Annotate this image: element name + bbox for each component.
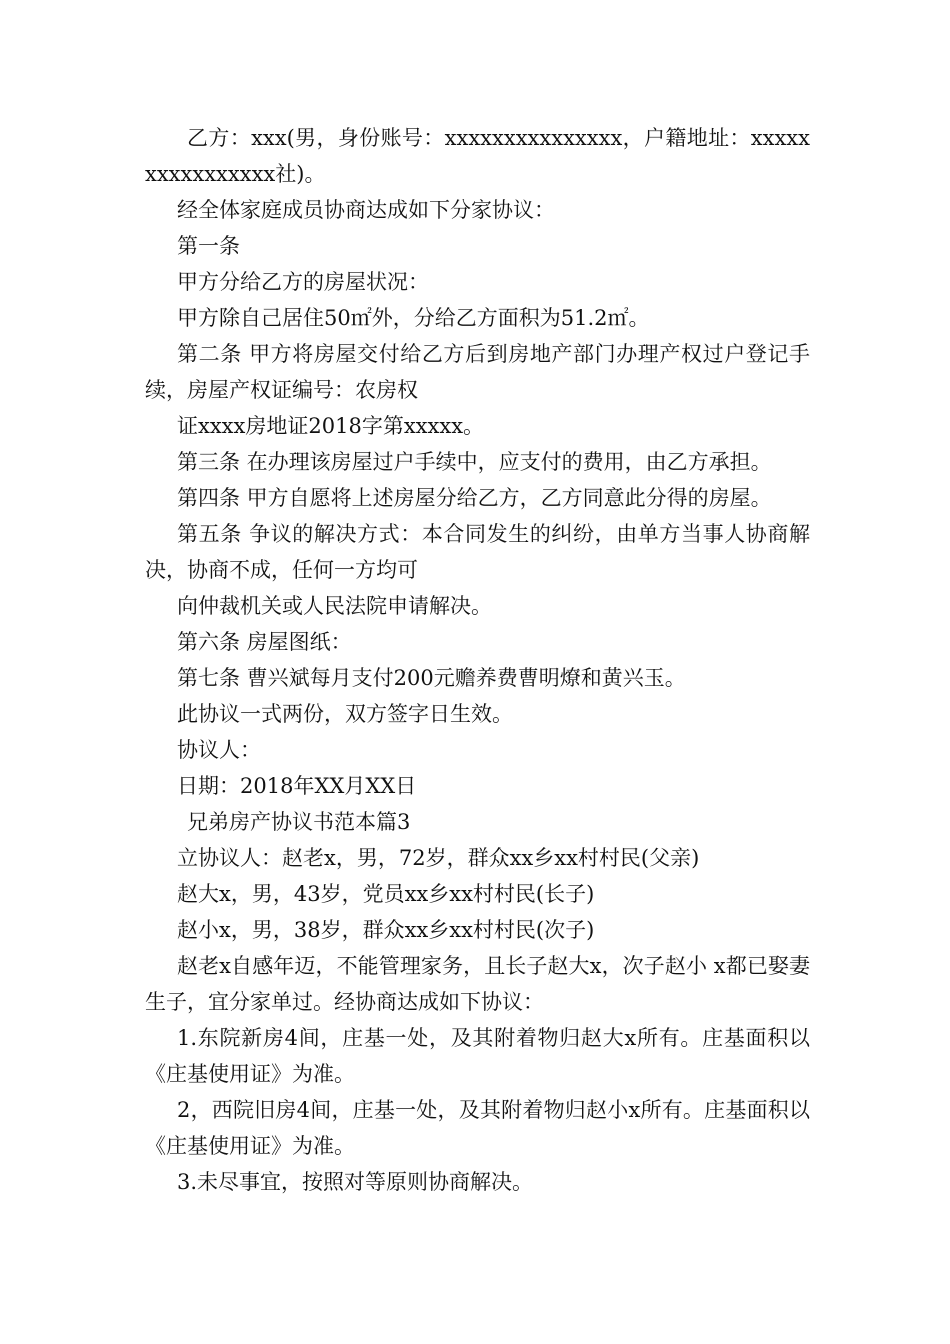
paragraph-certificate-number: 证xxxx房地证2018字第xxxxx。 <box>177 414 485 438</box>
paragraph-article-5: 第五条 争议的解决方式：本合同发生的纠纷，由单方当事人协商解决，协商不成，任何一方均可 <box>145 522 810 582</box>
paragraph-family-division: 赵老x自感年迈，不能管理家务，且长子赵大x，次子赵小 x都已娶妻生子，宜分家单过。经协商达成如下协议： <box>145 954 810 1014</box>
paragraph-item-2: 2，西院旧房4间，庄基一处，及其附着物归赵小x所有。庄基面积以《庄基使用证》为准。 <box>145 1098 810 1158</box>
paragraph-signatories: 协议人： <box>177 738 261 762</box>
paragraph-article-6: 第六条 房屋图纸： <box>177 630 352 654</box>
paragraph-article-2: 第二条 甲方将房屋交付给乙方后到房地产部门办理产权过户登记手续，房屋产权证编号：农房权 <box>145 342 810 402</box>
paragraph-item-1: 1.东院新房4间，庄基一处，及其附着物归赵大x所有。庄基面积以《庄基使用证》为准。 <box>145 1026 810 1086</box>
paragraph-agreement-intro: 经全体家庭成员协商达成如下分家协议： <box>177 198 555 222</box>
paragraph-parties-second-son: 赵小x，男，38岁，群众xx乡xx村村民(次子) <box>177 918 595 942</box>
paragraph-arbitration: 向仲裁机关或人民法院申请解决。 <box>177 594 492 618</box>
paragraph-parties-father: 立协议人：赵老x，男，72岁，群众xx乡xx村村民(父亲) <box>177 846 700 870</box>
paragraph-house-status: 甲方分给乙方的房屋状况： <box>177 270 429 294</box>
paragraph-article-1-heading: 第一条 <box>177 234 240 258</box>
paragraph-article-4: 第四条 甲方自愿将上述房屋分给乙方，乙方同意此分得的房屋。 <box>177 486 772 510</box>
paragraph-copies: 此协议一式两份，双方签字日生效。 <box>177 702 513 726</box>
section-title-part-3: 兄弟房产协议书范本篇3 <box>187 810 411 834</box>
paragraph-date: 日期：2018年XX月XX日 <box>177 774 417 798</box>
paragraph-parties-eldest-son: 赵大x，男，43岁，党员xx乡xx村村民(长子) <box>177 882 595 906</box>
paragraph-item-3: 3.未尽事宜，按照对等原则协商解决。 <box>177 1170 534 1194</box>
paragraph-article-3: 第三条 在办理该房屋过户手续中，应支付的费用，由乙方承担。 <box>177 450 772 474</box>
document-body <box>145 120 810 1200</box>
paragraph-house-area: 甲方除自己居住50㎡外，分给乙方面积为51.2㎡。 <box>177 306 650 330</box>
paragraph-article-7: 第七条 曹兴斌每月支付200元赡养费曹明燎和黄兴玉。 <box>177 666 686 690</box>
paragraph-party-b: 乙方：xxx(男，身份账号：xxxxxxxxxxxxxxx，户籍地址：xxxxxxxxxxxxxxxx社)。 <box>145 126 810 186</box>
